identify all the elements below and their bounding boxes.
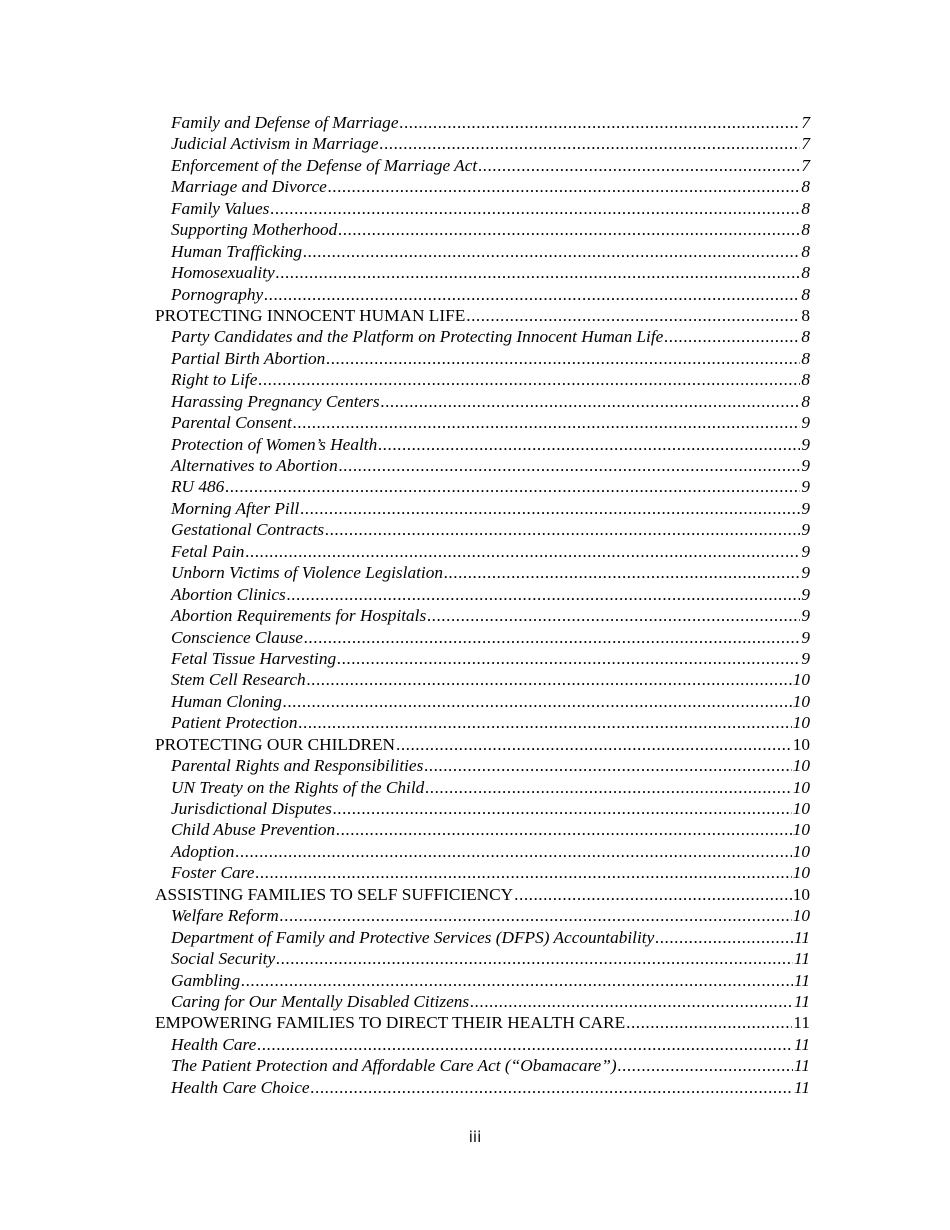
toc-entry-label: Gambling — [171, 970, 241, 990]
toc-entry-label: PROTECTING INNOCENT HUMAN LIFE — [155, 305, 466, 325]
toc-entry-page: 7 — [801, 134, 810, 154]
dot-leader — [293, 412, 801, 433]
toc-entry-label: Child Abuse Prevention — [171, 820, 336, 840]
toc-entry-page: 7 — [801, 155, 810, 175]
dot-leader — [257, 1034, 793, 1055]
toc-entry-page: 10 — [792, 906, 810, 926]
toc-entry — [155, 519, 810, 540]
dot-leader — [304, 627, 800, 648]
toc-entry — [155, 562, 810, 583]
dot-leader — [336, 819, 792, 840]
toc-entry-page: 9 — [801, 477, 810, 497]
toc-entry — [155, 862, 810, 883]
dot-leader — [258, 369, 800, 390]
toc-entry — [155, 627, 810, 648]
toc-entry-label: Party Candidates and the Platform on Protecting Innocent Human Life — [171, 327, 664, 347]
toc-entry-page: 9 — [801, 413, 810, 433]
toc-entry — [155, 669, 810, 690]
toc-section-heading — [155, 884, 810, 905]
toc-entry-label: Fetal Pain — [171, 541, 245, 561]
toc-entry-page: 11 — [794, 991, 810, 1011]
dot-leader — [276, 948, 793, 969]
dot-leader — [264, 284, 800, 305]
dot-leader — [378, 434, 800, 455]
toc-entry-label: Gestational Contracts — [171, 520, 325, 540]
toc-entry-page: 11 — [794, 949, 810, 969]
toc-entry-page: 9 — [801, 434, 810, 454]
toc-entry-page: 9 — [801, 648, 810, 668]
toc-entry — [155, 927, 810, 948]
toc-entry — [155, 412, 810, 433]
toc-entry-label: Judicial Activism in Marriage — [171, 134, 379, 154]
toc-entry — [155, 198, 810, 219]
toc-entry-page: 11 — [794, 1034, 810, 1054]
toc-entry — [155, 391, 810, 412]
toc-entry-page: 9 — [801, 584, 810, 604]
dot-leader — [424, 755, 791, 776]
toc-entry — [155, 905, 810, 926]
toc-entry — [155, 584, 810, 605]
dot-leader — [307, 669, 792, 690]
toc-entry-label: Harassing Pregnancy Centers — [171, 391, 380, 411]
toc-entry-page: 8 — [801, 263, 810, 283]
toc-entry-label: EMPOWERING FAMILIES TO DIRECT THEIR HEALTH CARE — [155, 1013, 626, 1033]
dot-leader — [655, 927, 793, 948]
toc-entry-page: 9 — [801, 498, 810, 518]
toc-entry — [155, 948, 810, 969]
toc-entry-page: 10 — [792, 756, 810, 776]
toc-entry-label: Department of Family and Protective Services (DFPS) Accountability — [171, 927, 655, 947]
toc-entry-label: Stem Cell Research — [171, 670, 306, 690]
toc-entry-page: 8 — [801, 391, 810, 411]
toc-entry-label: ASSISTING FAMILIES TO SELF SUFFICIENCY — [155, 884, 514, 904]
toc-entry — [155, 691, 810, 712]
toc-entry — [155, 348, 810, 369]
toc-entry-label: UN Treaty on the Rights of the Child — [171, 777, 425, 797]
dot-leader — [287, 584, 801, 605]
toc-entry-label: Caring for Our Mentally Disabled Citizens — [171, 991, 470, 1011]
toc-entry-label: Alternatives to Abortion — [171, 456, 338, 475]
dot-leader — [280, 905, 792, 926]
toc-entry-label: Human Cloning — [171, 691, 282, 711]
toc-entry-label: Health Care — [171, 1034, 257, 1054]
toc-section-heading — [155, 305, 810, 326]
dot-leader — [300, 498, 800, 519]
dot-leader — [444, 562, 800, 583]
toc-entry — [155, 498, 810, 519]
toc-entry — [155, 1055, 810, 1076]
page-number: iii — [468, 1128, 482, 1146]
toc-entry-label: Protection of Women’s Health — [171, 434, 378, 454]
dot-leader — [400, 112, 801, 133]
dot-leader — [283, 691, 792, 712]
toc-entry-page: 8 — [801, 348, 810, 368]
toc-entry-label: Abortion Requirements for Hospitals — [171, 606, 427, 626]
toc-entry-label: Unborn Victims of Violence Legislation — [171, 563, 443, 583]
toc-entry — [155, 648, 810, 669]
toc-entry-page: 8 — [801, 305, 810, 325]
toc-entry-page: 8 — [801, 327, 810, 347]
toc-entry — [155, 155, 810, 176]
toc-entry-page: 10 — [792, 799, 810, 818]
toc-entry-page: 11 — [794, 1077, 810, 1097]
toc-entry-page: 8 — [801, 220, 810, 240]
dot-leader — [235, 841, 791, 862]
toc-entry — [155, 241, 810, 262]
toc-entry-page: 9 — [801, 541, 810, 561]
dot-leader — [396, 734, 792, 755]
toc-entry-label: Family Values — [171, 198, 270, 218]
toc-entry — [155, 455, 810, 476]
toc-entry — [155, 219, 810, 240]
toc-entry-label: Jurisdictional Disputes — [171, 799, 332, 818]
dot-leader — [478, 155, 800, 176]
dot-leader — [337, 648, 800, 669]
toc-entry-page: 8 — [801, 370, 810, 390]
toc-entry — [155, 819, 810, 840]
toc-entry — [155, 434, 810, 455]
toc-entry-label: Adoption — [171, 841, 235, 861]
toc-entry-label: Supporting Motherhood — [171, 220, 338, 240]
toc-entry-page: 8 — [801, 198, 810, 218]
toc-entry-page: 11 — [794, 927, 810, 947]
dot-leader — [245, 541, 800, 562]
toc-entry-page: 9 — [801, 606, 810, 626]
toc-entry-page: 10 — [792, 777, 810, 797]
toc-entry — [155, 605, 810, 626]
dot-leader — [618, 1055, 793, 1076]
toc-entry-label: RU 486 — [171, 477, 225, 497]
toc-entry — [155, 262, 810, 283]
toc-entry — [155, 326, 810, 347]
toc-entry-label: Marriage and Divorce — [171, 177, 327, 197]
dot-leader — [270, 198, 800, 219]
dot-leader — [333, 798, 792, 819]
toc-entry-label: Family and Defense of Marriage — [171, 113, 399, 132]
toc-entry — [155, 712, 810, 733]
toc-entry-label: Partial Birth Abortion — [171, 348, 326, 368]
toc-entry-label: The Patient Protection and Affordable Care Act (“Obamacare”) — [171, 1056, 617, 1076]
dot-leader — [299, 712, 792, 733]
toc-entry-label: Morning After Pill — [171, 498, 300, 518]
toc-entry-page: 11 — [793, 1013, 810, 1033]
toc-entry — [155, 1034, 810, 1055]
dot-leader — [380, 133, 801, 154]
toc-entry — [155, 970, 810, 991]
toc-entry-page: 9 — [801, 520, 810, 540]
toc-entry-page: 11 — [794, 1056, 810, 1076]
toc-entry — [155, 369, 810, 390]
toc-entry-page: 10 — [792, 841, 810, 861]
toc-entry — [155, 841, 810, 862]
dot-leader — [626, 1012, 792, 1033]
dot-leader — [241, 970, 793, 991]
toc-entry-label: Pornography — [171, 284, 264, 304]
toc-entry-page: 10 — [792, 820, 810, 840]
toc-entry-page: 10 — [792, 884, 810, 904]
toc-entry-page: 10 — [792, 691, 810, 711]
dot-leader — [303, 241, 800, 262]
toc-entry-page: 10 — [792, 670, 810, 690]
toc-entry — [155, 541, 810, 562]
toc-entry-label: Human Trafficking — [171, 241, 303, 261]
toc-entry-label: Parental Consent — [171, 413, 292, 433]
toc-entry-label: Welfare Reform — [171, 906, 279, 926]
table-of-contents — [155, 112, 810, 1098]
dot-leader — [325, 519, 800, 540]
toc-entry-label: Fetal Tissue Harvesting — [171, 648, 337, 668]
dot-leader — [276, 262, 801, 283]
dot-leader — [311, 1077, 793, 1098]
toc-entry-label: Enforcement of the Defense of Marriage Act — [171, 155, 478, 175]
toc-entry-page: 8 — [801, 241, 810, 261]
toc-entry — [155, 133, 810, 154]
toc-entry-page: 11 — [794, 970, 810, 990]
toc-entry — [155, 755, 810, 776]
toc-entry-page: 9 — [801, 456, 810, 475]
dot-leader — [381, 391, 801, 412]
toc-section-heading — [155, 734, 810, 755]
toc-entry-label: Patient Protection — [171, 713, 298, 733]
dot-leader — [225, 476, 800, 497]
dot-leader — [427, 605, 800, 626]
toc-entry-page: 8 — [801, 177, 810, 197]
dot-leader — [466, 305, 800, 326]
toc-entry — [155, 476, 810, 497]
toc-entry — [155, 176, 810, 197]
toc-entry — [155, 284, 810, 305]
toc-entry — [155, 798, 810, 819]
toc-entry — [155, 991, 810, 1012]
toc-entry-label: Social Security — [171, 949, 276, 969]
toc-entry-page: 10 — [792, 863, 810, 883]
dot-leader — [425, 777, 791, 798]
dot-leader — [338, 219, 800, 240]
dot-leader — [326, 348, 800, 369]
toc-entry-page: 10 — [792, 734, 810, 754]
toc-entry-label: Foster Care — [171, 863, 255, 883]
toc-entry-label: Right to Life — [171, 370, 258, 390]
dot-leader — [328, 176, 801, 197]
dot-leader — [339, 455, 801, 476]
toc-entry-page: 7 — [801, 113, 810, 132]
toc-entry-label: Parental Rights and Responsibilities — [171, 756, 424, 776]
toc-entry-label: Abortion Clinics — [171, 584, 286, 604]
toc-entry-page: 9 — [801, 563, 810, 583]
toc-entry-page: 9 — [801, 627, 810, 647]
toc-entry-page: 10 — [792, 713, 810, 733]
toc-entry-label: Health Care Choice — [171, 1077, 310, 1097]
toc-entry-label: Conscience Clause — [171, 627, 303, 647]
dot-leader — [514, 884, 792, 905]
dot-leader — [255, 862, 791, 883]
toc-entry-page: 8 — [801, 284, 810, 304]
dot-leader — [470, 991, 793, 1012]
toc-entry-label: Homosexuality — [171, 263, 275, 283]
toc-entry — [155, 777, 810, 798]
dot-leader — [664, 326, 800, 347]
toc-entry-label: PROTECTING OUR CHILDREN — [155, 734, 396, 754]
toc-section-heading — [155, 1012, 810, 1033]
toc-entry — [155, 112, 810, 133]
toc-entry — [155, 1077, 810, 1098]
